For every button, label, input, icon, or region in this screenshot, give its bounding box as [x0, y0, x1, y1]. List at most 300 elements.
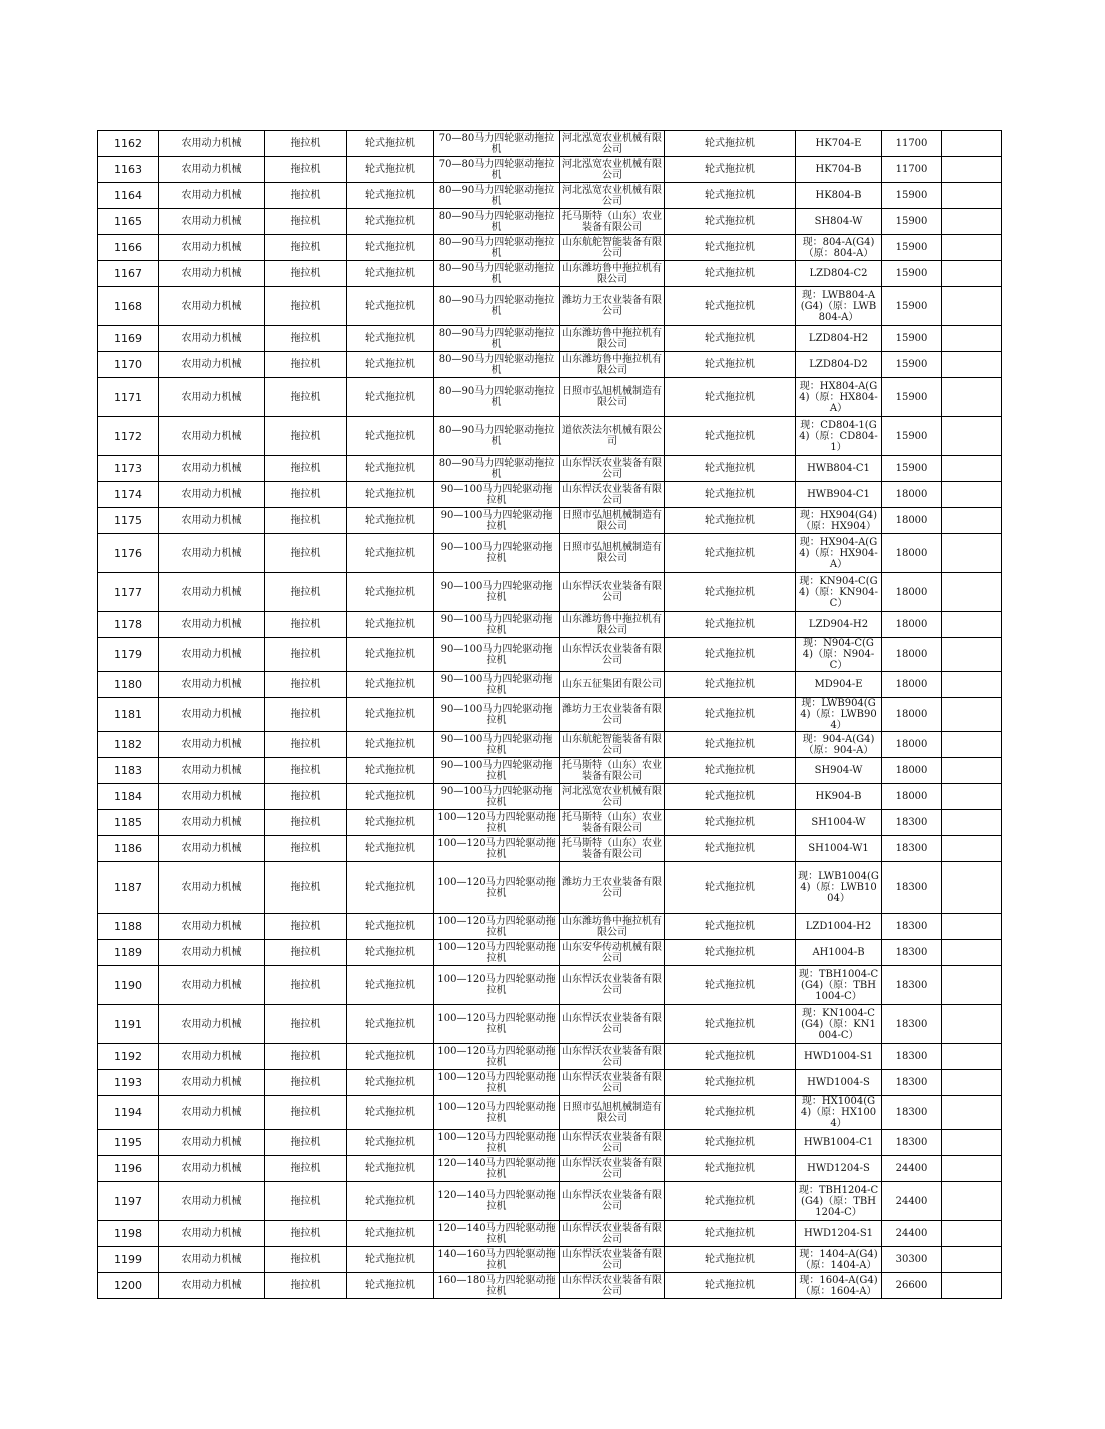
- spec-range: 70—80马力四轮驱动拖拉机: [434, 157, 560, 183]
- model-number: 现：804-A(G4)（原：804-A）: [796, 235, 882, 261]
- row-number: 1198: [98, 1221, 159, 1247]
- manufacturer: 山东悍沃农业装备有限公司: [560, 573, 665, 612]
- item-type: 轮式拖拉机: [347, 417, 434, 456]
- subcategory: 拖拉机: [265, 1273, 347, 1299]
- subcategory: 拖拉机: [265, 862, 347, 914]
- spec-range: 100—120马力四轮驱动拖拉机: [434, 810, 560, 836]
- subsidy-amount: 18300: [882, 1130, 942, 1156]
- row-number: 1165: [98, 209, 159, 235]
- table-row: [98, 508, 1002, 534]
- item-type: 轮式拖拉机: [347, 183, 434, 209]
- model-number: 现：TBH1004-C(G4)（原：TBH1004-C）: [796, 966, 882, 1005]
- subcategory: 拖拉机: [265, 131, 347, 157]
- remarks: [942, 378, 1002, 417]
- table-row: [98, 862, 1002, 914]
- item-type: 轮式拖拉机: [347, 352, 434, 378]
- table-row: [98, 732, 1002, 758]
- subcategory: 拖拉机: [265, 914, 347, 940]
- remarks: [942, 784, 1002, 810]
- spec-range: 80—90马力四轮驱动拖拉机: [434, 287, 560, 326]
- spec-range: 90—100马力四轮驱动拖拉机: [434, 638, 560, 672]
- manufacturer: 潍坊力王农业装备有限公司: [560, 698, 665, 732]
- category: 农用动力机械: [159, 482, 265, 508]
- category: 农用动力机械: [159, 157, 265, 183]
- remarks: [942, 508, 1002, 534]
- model-number: HWD1204-S: [796, 1156, 882, 1182]
- model-number: 现：HX904-A(G4)（原：HX904-A）: [796, 534, 882, 573]
- subsidy-amount: 15900: [882, 378, 942, 417]
- manufacturer: 潍坊力王农业装备有限公司: [560, 862, 665, 914]
- spec-range: 140—160马力四轮驱动拖拉机: [434, 1247, 560, 1273]
- category: 农用动力机械: [159, 287, 265, 326]
- subsidy-amount: 18000: [882, 508, 942, 534]
- spec-range: 100—120马力四轮驱动拖拉机: [434, 836, 560, 862]
- row-number: 1199: [98, 1247, 159, 1273]
- subcategory: 拖拉机: [265, 1130, 347, 1156]
- product-name: 轮式拖拉机: [665, 326, 796, 352]
- remarks: [942, 482, 1002, 508]
- remarks: [942, 732, 1002, 758]
- manufacturer: 山东悍沃农业装备有限公司: [560, 1182, 665, 1221]
- table-row: [98, 940, 1002, 966]
- model-number: HK904-B: [796, 784, 882, 810]
- spec-range: 100—120马力四轮驱动拖拉机: [434, 940, 560, 966]
- manufacturer: 山东悍沃农业装备有限公司: [560, 1247, 665, 1273]
- remarks: [942, 672, 1002, 698]
- subcategory: 拖拉机: [265, 638, 347, 672]
- table-row: [98, 810, 1002, 836]
- manufacturer: 日照市弘旭机械制造有限公司: [560, 378, 665, 417]
- remarks: [942, 1130, 1002, 1156]
- subcategory: 拖拉机: [265, 352, 347, 378]
- spec-range: 90—100马力四轮驱动拖拉机: [434, 612, 560, 638]
- manufacturer: 山东安华传动机械有限公司: [560, 940, 665, 966]
- subsidy-amount: 15900: [882, 287, 942, 326]
- model-number: 现：1604-A(G4)（原：1604-A）: [796, 1273, 882, 1299]
- category: 农用动力机械: [159, 1247, 265, 1273]
- row-number: 1184: [98, 784, 159, 810]
- subsidy-amount: 18300: [882, 862, 942, 914]
- table-row: [98, 1182, 1002, 1221]
- table-row: [98, 966, 1002, 1005]
- remarks: [942, 1096, 1002, 1130]
- remarks: [942, 966, 1002, 1005]
- product-name: 轮式拖拉机: [665, 417, 796, 456]
- product-name: 轮式拖拉机: [665, 508, 796, 534]
- manufacturer: 山东悍沃农业装备有限公司: [560, 1130, 665, 1156]
- item-type: 轮式拖拉机: [347, 810, 434, 836]
- model-number: MD904-E: [796, 672, 882, 698]
- table-row: [98, 378, 1002, 417]
- spec-range: 100—120马力四轮驱动拖拉机: [434, 1044, 560, 1070]
- item-type: 轮式拖拉机: [347, 482, 434, 508]
- item-type: 轮式拖拉机: [347, 157, 434, 183]
- product-name: 轮式拖拉机: [665, 1156, 796, 1182]
- row-number: 1186: [98, 836, 159, 862]
- model-number: 现：KN904-C(G4)（原：KN904-C）: [796, 573, 882, 612]
- model-number: SH1004-W: [796, 810, 882, 836]
- remarks: [942, 862, 1002, 914]
- row-number: 1189: [98, 940, 159, 966]
- manufacturer: 托马斯特（山东）农业装备有限公司: [560, 836, 665, 862]
- model-number: HK804-B: [796, 183, 882, 209]
- spec-range: 90—100马力四轮驱动拖拉机: [434, 672, 560, 698]
- subsidy-amount: 24400: [882, 1182, 942, 1221]
- manufacturer: 山东悍沃农业装备有限公司: [560, 1005, 665, 1044]
- row-number: 1196: [98, 1156, 159, 1182]
- category: 农用动力机械: [159, 1096, 265, 1130]
- product-name: 轮式拖拉机: [665, 1182, 796, 1221]
- remarks: [942, 326, 1002, 352]
- table-row: [98, 758, 1002, 784]
- table-row: [98, 131, 1002, 157]
- spec-range: 120—140马力四轮驱动拖拉机: [434, 1182, 560, 1221]
- manufacturer: 河北泓宽农业机械有限公司: [560, 183, 665, 209]
- remarks: [942, 157, 1002, 183]
- subsidy-table: [97, 130, 1002, 1299]
- subcategory: 拖拉机: [265, 508, 347, 534]
- manufacturer: 山东航舵智能装备有限公司: [560, 732, 665, 758]
- remarks: [942, 534, 1002, 573]
- manufacturer: 山东五征集团有限公司: [560, 672, 665, 698]
- remarks: [942, 235, 1002, 261]
- product-name: 轮式拖拉机: [665, 352, 796, 378]
- remarks: [942, 573, 1002, 612]
- table-row: [98, 261, 1002, 287]
- item-type: 轮式拖拉机: [347, 378, 434, 417]
- remarks: [942, 1044, 1002, 1070]
- row-number: 1185: [98, 810, 159, 836]
- subcategory: 拖拉机: [265, 612, 347, 638]
- table-row: [98, 209, 1002, 235]
- model-number: HWB1004-C1: [796, 1130, 882, 1156]
- manufacturer: 山东悍沃农业装备有限公司: [560, 1070, 665, 1096]
- subsidy-amount: 18300: [882, 836, 942, 862]
- row-number: 1179: [98, 638, 159, 672]
- subsidy-amount: 18000: [882, 784, 942, 810]
- item-type: 轮式拖拉机: [347, 1182, 434, 1221]
- item-type: 轮式拖拉机: [347, 732, 434, 758]
- model-number: HWB904-C1: [796, 482, 882, 508]
- table-row: [98, 672, 1002, 698]
- subcategory: 拖拉机: [265, 157, 347, 183]
- manufacturer: 河北泓宽农业机械有限公司: [560, 131, 665, 157]
- category: 农用动力机械: [159, 1070, 265, 1096]
- subsidy-amount: 15900: [882, 352, 942, 378]
- model-number: LZD804-C2: [796, 261, 882, 287]
- model-number: SH904-W: [796, 758, 882, 784]
- model-number: 现：N904-C(G4)（原：N904-C）: [796, 638, 882, 672]
- table-row: [98, 573, 1002, 612]
- subsidy-amount: 18000: [882, 672, 942, 698]
- product-name: 轮式拖拉机: [665, 1221, 796, 1247]
- category: 农用动力机械: [159, 1130, 265, 1156]
- item-type: 轮式拖拉机: [347, 131, 434, 157]
- spec-range: 100—120马力四轮驱动拖拉机: [434, 1096, 560, 1130]
- spec-range: 90—100马力四轮驱动拖拉机: [434, 482, 560, 508]
- model-number: HWD1004-S1: [796, 1044, 882, 1070]
- subcategory: 拖拉机: [265, 836, 347, 862]
- row-number: 1164: [98, 183, 159, 209]
- manufacturer: 山东悍沃农业装备有限公司: [560, 1273, 665, 1299]
- category: 农用动力机械: [159, 914, 265, 940]
- item-type: 轮式拖拉机: [347, 1247, 434, 1273]
- model-number: AH1004-B: [796, 940, 882, 966]
- table-row: [98, 836, 1002, 862]
- row-number: 1194: [98, 1096, 159, 1130]
- remarks: [942, 352, 1002, 378]
- item-type: 轮式拖拉机: [347, 758, 434, 784]
- item-type: 轮式拖拉机: [347, 261, 434, 287]
- subcategory: 拖拉机: [265, 183, 347, 209]
- subcategory: 拖拉机: [265, 235, 347, 261]
- spec-range: 100—120马力四轮驱动拖拉机: [434, 862, 560, 914]
- item-type: 轮式拖拉机: [347, 287, 434, 326]
- remarks: [942, 183, 1002, 209]
- table-row: [98, 1096, 1002, 1130]
- subsidy-amount: 18300: [882, 1005, 942, 1044]
- product-name: 轮式拖拉机: [665, 1044, 796, 1070]
- item-type: 轮式拖拉机: [347, 1070, 434, 1096]
- spec-range: 80—90马力四轮驱动拖拉机: [434, 326, 560, 352]
- model-number: HWD1204-S1: [796, 1221, 882, 1247]
- subsidy-amount: 15900: [882, 209, 942, 235]
- subcategory: 拖拉机: [265, 482, 347, 508]
- product-name: 轮式拖拉机: [665, 378, 796, 417]
- table-row: [98, 183, 1002, 209]
- category: 农用动力机械: [159, 862, 265, 914]
- table-row: [98, 157, 1002, 183]
- model-number: 现：HX904(G4)（原：HX904）: [796, 508, 882, 534]
- category: 农用动力机械: [159, 966, 265, 1005]
- row-number: 1167: [98, 261, 159, 287]
- subsidy-amount: 15900: [882, 456, 942, 482]
- product-name: 轮式拖拉机: [665, 534, 796, 573]
- subsidy-amount: 18000: [882, 758, 942, 784]
- product-name: 轮式拖拉机: [665, 209, 796, 235]
- remarks: [942, 914, 1002, 940]
- model-number: LZD804-D2: [796, 352, 882, 378]
- remarks: [942, 758, 1002, 784]
- category: 农用动力机械: [159, 1005, 265, 1044]
- item-type: 轮式拖拉机: [347, 672, 434, 698]
- item-type: 轮式拖拉机: [347, 209, 434, 235]
- row-number: 1193: [98, 1070, 159, 1096]
- spec-range: 80—90马力四轮驱动拖拉机: [434, 456, 560, 482]
- spec-range: 90—100马力四轮驱动拖拉机: [434, 508, 560, 534]
- remarks: [942, 456, 1002, 482]
- manufacturer: 山东悍沃农业装备有限公司: [560, 482, 665, 508]
- product-name: 轮式拖拉机: [665, 784, 796, 810]
- row-number: 1200: [98, 1273, 159, 1299]
- spec-range: 120—140马力四轮驱动拖拉机: [434, 1221, 560, 1247]
- row-number: 1195: [98, 1130, 159, 1156]
- manufacturer: 山东潍坊鲁中拖拉机有限公司: [560, 261, 665, 287]
- category: 农用动力机械: [159, 672, 265, 698]
- category: 农用动力机械: [159, 534, 265, 573]
- remarks: [942, 612, 1002, 638]
- manufacturer: 山东悍沃农业装备有限公司: [560, 1221, 665, 1247]
- row-number: 1190: [98, 966, 159, 1005]
- item-type: 轮式拖拉机: [347, 508, 434, 534]
- subcategory: 拖拉机: [265, 1182, 347, 1221]
- subcategory: 拖拉机: [265, 698, 347, 732]
- subcategory: 拖拉机: [265, 456, 347, 482]
- category: 农用动力机械: [159, 235, 265, 261]
- spec-range: 80—90马力四轮驱动拖拉机: [434, 261, 560, 287]
- row-number: 1181: [98, 698, 159, 732]
- table-row: [98, 1044, 1002, 1070]
- table-row: [98, 1221, 1002, 1247]
- manufacturer: 山东潍坊鲁中拖拉机有限公司: [560, 914, 665, 940]
- product-name: 轮式拖拉机: [665, 638, 796, 672]
- remarks: [942, 209, 1002, 235]
- subcategory: 拖拉机: [265, 758, 347, 784]
- row-number: 1174: [98, 482, 159, 508]
- model-number: 现：LWB904(G4)（原：LWB904）: [796, 698, 882, 732]
- subcategory: 拖拉机: [265, 732, 347, 758]
- category: 农用动力机械: [159, 836, 265, 862]
- row-number: 1168: [98, 287, 159, 326]
- subcategory: 拖拉机: [265, 573, 347, 612]
- spec-range: 120—140马力四轮驱动拖拉机: [434, 1156, 560, 1182]
- model-number: LZD804-H2: [796, 326, 882, 352]
- item-type: 轮式拖拉机: [347, 966, 434, 1005]
- remarks: [942, 417, 1002, 456]
- subcategory: 拖拉机: [265, 1005, 347, 1044]
- subsidy-amount: 18300: [882, 1044, 942, 1070]
- subsidy-amount: 11700: [882, 131, 942, 157]
- row-number: 1197: [98, 1182, 159, 1221]
- remarks: [942, 836, 1002, 862]
- row-number: 1192: [98, 1044, 159, 1070]
- category: 农用动力机械: [159, 1044, 265, 1070]
- model-number: 现：1404-A(G4)（原：1404-A）: [796, 1247, 882, 1273]
- product-name: 轮式拖拉机: [665, 131, 796, 157]
- subsidy-amount: 18000: [882, 534, 942, 573]
- table-row: [98, 534, 1002, 573]
- manufacturer: 山东悍沃农业装备有限公司: [560, 1156, 665, 1182]
- spec-range: 80—90马力四轮驱动拖拉机: [434, 378, 560, 417]
- category: 农用动力机械: [159, 209, 265, 235]
- row-number: 1166: [98, 235, 159, 261]
- subsidy-amount: 18000: [882, 732, 942, 758]
- table-row: [98, 417, 1002, 456]
- remarks: [942, 1247, 1002, 1273]
- item-type: 轮式拖拉机: [347, 1273, 434, 1299]
- manufacturer: 山东潍坊鲁中拖拉机有限公司: [560, 612, 665, 638]
- manufacturer: 日照市弘旭机械制造有限公司: [560, 1096, 665, 1130]
- product-name: 轮式拖拉机: [665, 1273, 796, 1299]
- spec-range: 90—100马力四轮驱动拖拉机: [434, 732, 560, 758]
- category: 农用动力机械: [159, 940, 265, 966]
- subcategory: 拖拉机: [265, 966, 347, 1005]
- category: 农用动力机械: [159, 1273, 265, 1299]
- product-name: 轮式拖拉机: [665, 183, 796, 209]
- product-name: 轮式拖拉机: [665, 1005, 796, 1044]
- manufacturer: 潍坊力王农业装备有限公司: [560, 287, 665, 326]
- manufacturer: 河北泓宽农业机械有限公司: [560, 784, 665, 810]
- subsidy-amount: 18000: [882, 638, 942, 672]
- category: 农用动力机械: [159, 612, 265, 638]
- manufacturer: 道依茨法尔机械有限公司: [560, 417, 665, 456]
- item-type: 轮式拖拉机: [347, 456, 434, 482]
- product-name: 轮式拖拉机: [665, 1130, 796, 1156]
- model-number: HWD1004-S: [796, 1070, 882, 1096]
- subsidy-amount: 18000: [882, 573, 942, 612]
- category: 农用动力机械: [159, 1182, 265, 1221]
- product-name: 轮式拖拉机: [665, 966, 796, 1005]
- remarks: [942, 261, 1002, 287]
- product-name: 轮式拖拉机: [665, 862, 796, 914]
- item-type: 轮式拖拉机: [347, 1096, 434, 1130]
- subcategory: 拖拉机: [265, 1070, 347, 1096]
- table-row: [98, 784, 1002, 810]
- manufacturer: 日照市弘旭机械制造有限公司: [560, 508, 665, 534]
- spec-range: 100—120马力四轮驱动拖拉机: [434, 966, 560, 1005]
- category: 农用动力机械: [159, 573, 265, 612]
- table-row: [98, 612, 1002, 638]
- spec-range: 100—120马力四轮驱动拖拉机: [434, 1130, 560, 1156]
- spec-range: 80—90马力四轮驱动拖拉机: [434, 183, 560, 209]
- product-name: 轮式拖拉机: [665, 287, 796, 326]
- category: 农用动力机械: [159, 378, 265, 417]
- remarks: [942, 638, 1002, 672]
- subcategory: 拖拉机: [265, 1096, 347, 1130]
- subsidy-amount: 15900: [882, 235, 942, 261]
- spec-range: 90—100马力四轮驱动拖拉机: [434, 758, 560, 784]
- item-type: 轮式拖拉机: [347, 1156, 434, 1182]
- table-row: [98, 235, 1002, 261]
- table-row: [98, 638, 1002, 672]
- subsidy-amount: 18300: [882, 1096, 942, 1130]
- remarks: [942, 1182, 1002, 1221]
- remarks: [942, 1221, 1002, 1247]
- row-number: 1170: [98, 352, 159, 378]
- subcategory: 拖拉机: [265, 672, 347, 698]
- product-name: 轮式拖拉机: [665, 940, 796, 966]
- category: 农用动力机械: [159, 698, 265, 732]
- row-number: 1172: [98, 417, 159, 456]
- row-number: 1188: [98, 914, 159, 940]
- item-type: 轮式拖拉机: [347, 573, 434, 612]
- subcategory: 拖拉机: [265, 784, 347, 810]
- manufacturer: 山东悍沃农业装备有限公司: [560, 1044, 665, 1070]
- item-type: 轮式拖拉机: [347, 534, 434, 573]
- row-number: 1182: [98, 732, 159, 758]
- item-type: 轮式拖拉机: [347, 914, 434, 940]
- spec-range: 100—120马力四轮驱动拖拉机: [434, 1005, 560, 1044]
- table-row: [98, 1070, 1002, 1096]
- spec-range: 90—100马力四轮驱动拖拉机: [434, 698, 560, 732]
- table-row: [98, 482, 1002, 508]
- product-name: 轮式拖拉机: [665, 732, 796, 758]
- category: 农用动力机械: [159, 456, 265, 482]
- spec-range: 80—90马力四轮驱动拖拉机: [434, 209, 560, 235]
- item-type: 轮式拖拉机: [347, 1130, 434, 1156]
- category: 农用动力机械: [159, 810, 265, 836]
- manufacturer: 托马斯特（山东）农业装备有限公司: [560, 758, 665, 784]
- product-name: 轮式拖拉机: [665, 672, 796, 698]
- category: 农用动力机械: [159, 1221, 265, 1247]
- manufacturer: 山东潍坊鲁中拖拉机有限公司: [560, 352, 665, 378]
- remarks: [942, 287, 1002, 326]
- category: 农用动力机械: [159, 417, 265, 456]
- remarks: [942, 1156, 1002, 1182]
- category: 农用动力机械: [159, 758, 265, 784]
- category: 农用动力机械: [159, 326, 265, 352]
- subsidy-amount: 24400: [882, 1221, 942, 1247]
